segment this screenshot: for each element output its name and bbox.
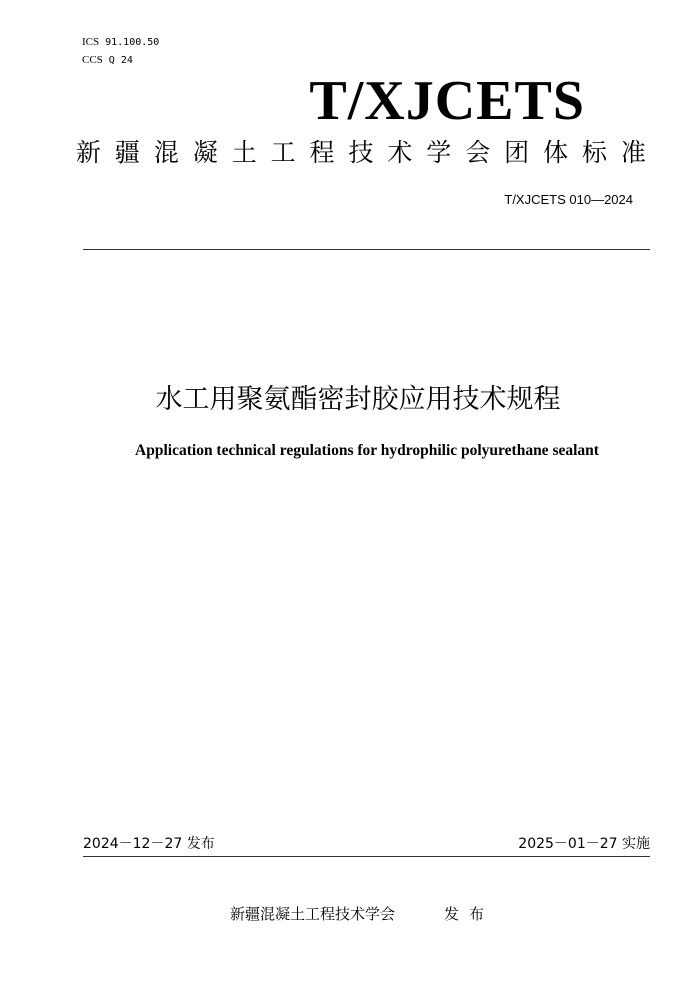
issue-date: 2024－12－27 发布 [83,836,215,852]
org-title-char: 混 [153,138,179,167]
ccs-label: CCS [82,54,103,66]
document-title-chinese: 水工用聚氨酯密封胶应用技术规程 [155,384,561,415]
org-title-char: 准 [620,138,646,167]
org-title-char: 工 [270,138,296,167]
org-title-char: 凝 [192,138,218,167]
org-title-char: 会 [465,138,491,167]
org-title-char: 团 [504,138,530,167]
top-divider [83,249,650,250]
ics-value: 91.100.50 [105,37,160,48]
org-title-char: 新 [76,138,102,167]
ics-label: ICS [82,36,100,48]
org-title-char: 标 [581,138,607,167]
publish-label: 发布 [444,905,495,923]
org-title-char: 学 [426,138,452,167]
org-title-char: 术 [387,138,413,167]
org-title-char: 疆 [114,138,140,167]
implementation-date: 2025－01－27 实施 [518,836,650,852]
org-title-char: 体 [543,138,569,167]
document-title-english: Application technical regulations for hydrophilic polyurethane sealant [135,442,599,459]
org-title-char: 技 [348,138,374,167]
org-standard-title [76,133,646,173]
ccs-value: Q 24 [108,55,133,66]
bottom-divider [83,856,650,857]
publisher-name: 新疆混凝土工程技术学会 [230,905,396,923]
standard-number: T/XJCETS 010—2024 [504,192,633,207]
org-title-char: 程 [309,138,335,167]
org-title-char: 土 [231,138,257,167]
ics-code [82,35,159,50]
ccs-code [82,53,133,68]
standard-logo: T/XJCETS [309,70,585,132]
